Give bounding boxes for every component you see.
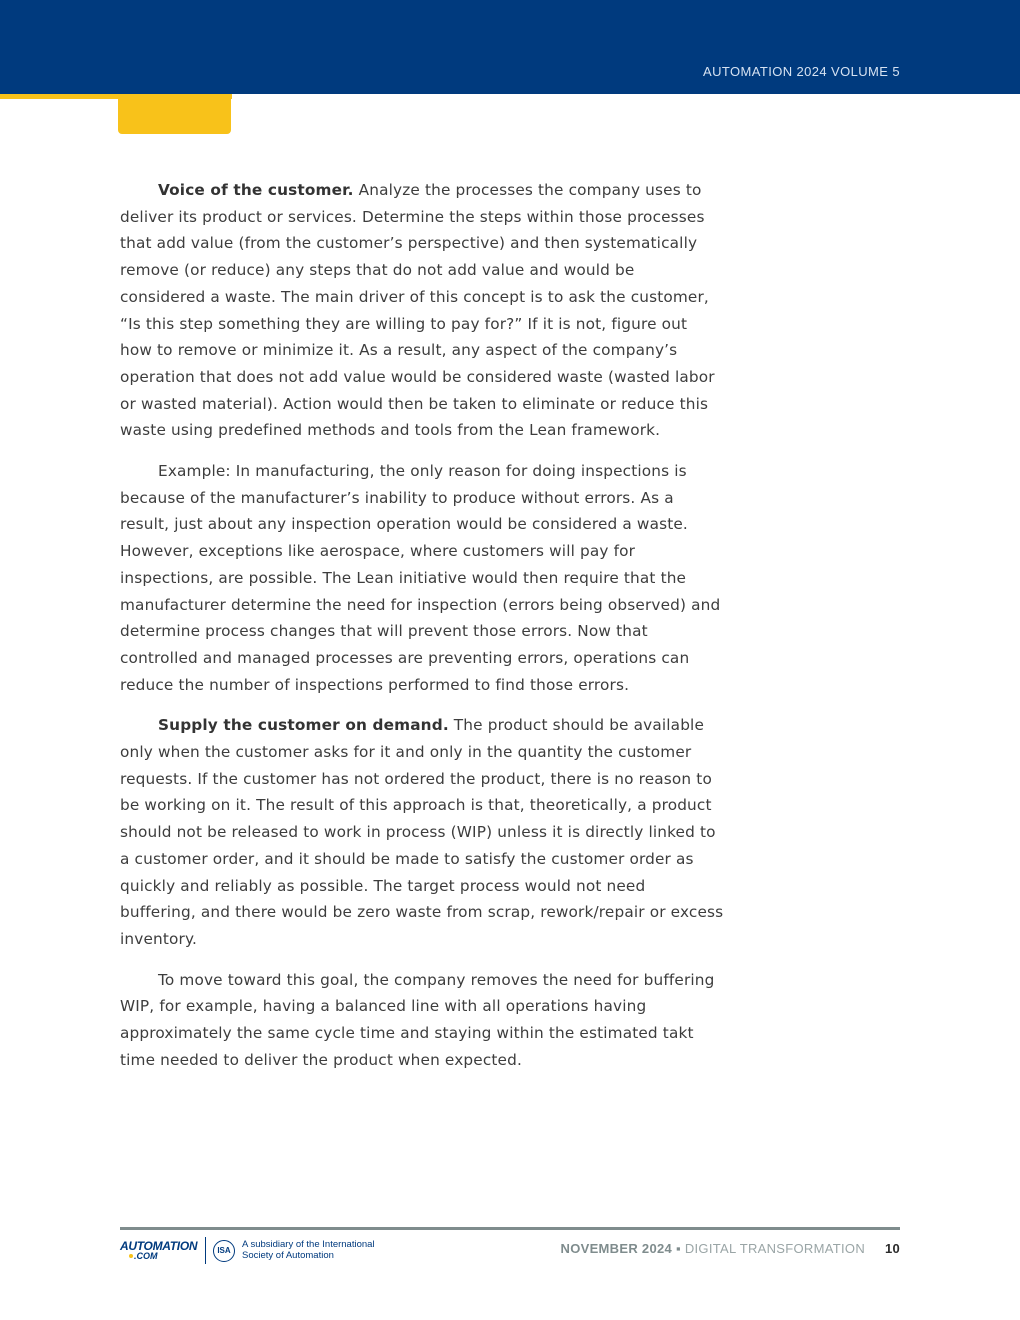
issue-date: NOVEMBER 2024 [560,1241,673,1256]
footer-separator: ▪ [675,1241,681,1256]
subsidiary-line-1: A subsidiary of the International [242,1239,375,1250]
header-bar [0,0,1020,94]
logo-divider [205,1237,206,1264]
paragraph-text: To move toward this goal, the company removes the need for buffering WIP, for example, having a balanced line with all operations having approximately the same cycle time and staying within the estimated takt time needed to deliver the product when expected. [120,970,715,1069]
footer-info [561,1241,901,1256]
paragraph-text: The product should be available only when the customer asks for it and only in the quantity the customer requests. If the customer has not ordered the product, there is no reason to be working on it. The result of this approach is that, theoretically, a product should not be released to work in process (WIP) unless it is directly linked to a customer order, and it should be made to satisfy the customer order as quickly and reliably as possible. The target process would not need buffering, and there would be zero waste from scrap, rework/repair or excess inventory. [120,716,724,948]
paragraph-supply-on-demand [120,712,724,952]
paragraph-example [120,458,724,698]
automation-logo [120,1237,198,1263]
paragraph-text: Example: In manufacturing, the only reason for doing inspections is because of the manufacturer’s inability to produce without errors. As a result, just about any inspection operation would be considered a waste. However, exceptions like aerospace, where customers will pay for inspections, are possible. The Lean initiative would then require that the manufacturer determine the need for inspection (errors being observed) and determine process changes that will prevent those errors. Now that controlled and managed processes are preventing errors, operations can reduce the number of inspections performed to find those errors. [120,462,721,694]
subsidiary-note [242,1240,402,1261]
footer-rule [120,1227,900,1230]
paragraph-move-toward-goal [120,967,724,1074]
automation-logo-wordmark: AUTOMATION [120,1239,198,1253]
article-body [120,177,724,1088]
automation-logo-com: .COM [134,1251,158,1261]
paragraph-text: Analyze the processes the company uses to deliver its product or services. Determine the steps within those processes that add value (from the customer’s perspective) and then systematically remove (or reduce) any steps that do not add value and would be considered a waste. The main driver of this concept is to ask the customer, “Is this step something they are willing to pay for?” If it is not, figure out how to remove or minimize it. As a result, any aspect of the company’s operation that does not add value would be considered waste (wasted labor or wasted material). Action would then be taken to eliminate or reduce this waste using predefined methods and tools from the Lean framework. [120,181,715,440]
subsidiary-line-2: Society of Automation [242,1249,334,1261]
paragraph-lead: Voice of the customer. [158,181,354,199]
automation-logo-dot-icon [129,1254,133,1258]
paragraph-voice-of-customer [120,177,724,444]
isa-logo-icon: ISA [213,1240,235,1262]
paragraph-lead: Supply the customer on demand. [158,716,449,735]
header-title: AUTOMATION 2024 VOLUME 5 [703,64,900,79]
section-name: DIGITAL TRANSFORMATION [684,1241,866,1256]
accent-tab [118,94,231,134]
page-number: 10 [884,1241,900,1256]
